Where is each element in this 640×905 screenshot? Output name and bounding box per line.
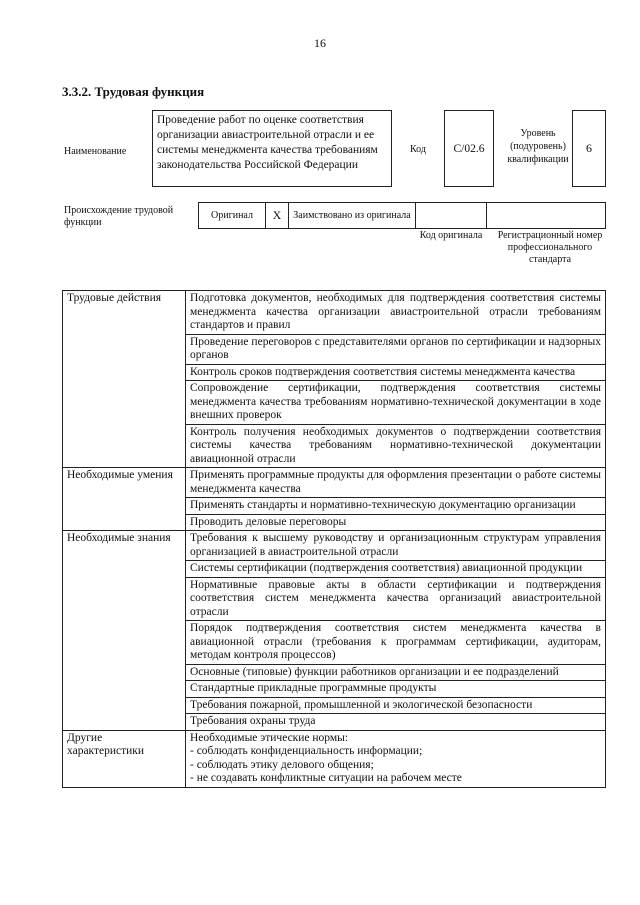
group-title: Необходимые знания (63, 531, 186, 731)
table-cell: Требования охраны труда (186, 714, 606, 731)
table-cell: Проводить деловые переговоры (186, 514, 606, 531)
table-cell: Стандартные прикладные программные продукты (186, 681, 606, 698)
table-row (63, 468, 606, 498)
table-cell: Применять программные продукты для оформления презентации о работе системы менеджмента качества (186, 468, 606, 498)
table-cell: Контроль сроков подтверждения соответствия системы менеджмента качества (186, 364, 606, 381)
other-line: - соблюдать этику делового общения; (190, 758, 374, 771)
level-label: Уровень (подуровень) квалификации (507, 128, 569, 165)
group-title: Другие характеристики (63, 730, 186, 787)
table-cell: Порядок подтверждения соответствия систем менеджмента качества в авиационной отрасли (требования к программам сертификации, аудиторам, методам контроля процессов) (186, 621, 606, 665)
section-title: 3.3.2. Трудовая функция (62, 84, 205, 99)
table-row (63, 531, 606, 561)
other-line: - соблюдать конфиденциальность информации; (190, 745, 423, 757)
code-label: Код (410, 144, 426, 155)
table-cell: Нормативные правовые акты в области сертификации и подтверждения соответствия систем менеджмента качества организаций авиастроительной отрасли (186, 577, 606, 621)
level-box: 6 (572, 110, 606, 187)
page-number: 16 (314, 36, 326, 50)
original-code-cell (415, 202, 487, 229)
table-cell: Требования к высшему руководству и организационным структурам управления организацией в авиастроительной отрасли (186, 531, 606, 561)
other-line: - не создавать конфликтные ситуации на рабочем месте (190, 772, 462, 784)
borrowed-label-cell: Заимствовано из оригинала (288, 202, 416, 229)
table-row (63, 291, 606, 335)
table-cell: Контроль получения необходимых документов о подтверждении соответствия системы качества требованиям нормативно-технической документации авиационной отрасли (186, 424, 606, 468)
registration-caption: Регистрационный номер профессионального стандарта (497, 230, 603, 265)
name-label: Наименование (64, 146, 127, 157)
origin-label: Происхождение трудовой функции (64, 205, 174, 228)
table-cell: Требования пожарной, промышленной и экологической безопасности (186, 697, 606, 714)
registration-number-cell (486, 202, 606, 229)
original-mark-cell: X (265, 202, 289, 229)
function-name-box: Проведение работ по оценке соответствия организации авиастроительной отрасли и ее системы менеджмента качества требованиям законодательства Российской Федерации (152, 110, 392, 187)
other-line: Необходимые этические нормы: (190, 731, 349, 744)
table-cell: Подготовка документов, необходимых для подтверждения соответствия системы менеджмента качества организации авиастроительной отрасли требованиям стандартов и правил (186, 291, 606, 335)
group-title: Необходимые умения (63, 468, 186, 531)
table-cell: Проведение переговоров с представителями органов по сертификации и надзорных органов (186, 334, 606, 364)
code-box: C/02.6 (444, 110, 494, 187)
table-cell: Сопровождение сертификации, подтверждения соответствия системы менеджмента качества требованиям нормативно-технической документации в ходе внешних проверок (186, 381, 606, 425)
group-title: Трудовые действия (63, 291, 186, 468)
original-label-cell: Оригинал (198, 202, 266, 229)
table-cell: Основные (типовые) функции работников организации и ее подразделений (186, 664, 606, 681)
table-cell (186, 730, 606, 787)
original-code-caption: Код оригинала (419, 230, 483, 241)
table-row (63, 730, 606, 787)
origin-row (198, 202, 606, 229)
table-cell: Применять стандарты и нормативно-техническую документацию организации (186, 498, 606, 515)
function-table (62, 290, 606, 788)
table-cell: Системы сертификации (подтверждения соответствия) авиационной продукции (186, 561, 606, 578)
